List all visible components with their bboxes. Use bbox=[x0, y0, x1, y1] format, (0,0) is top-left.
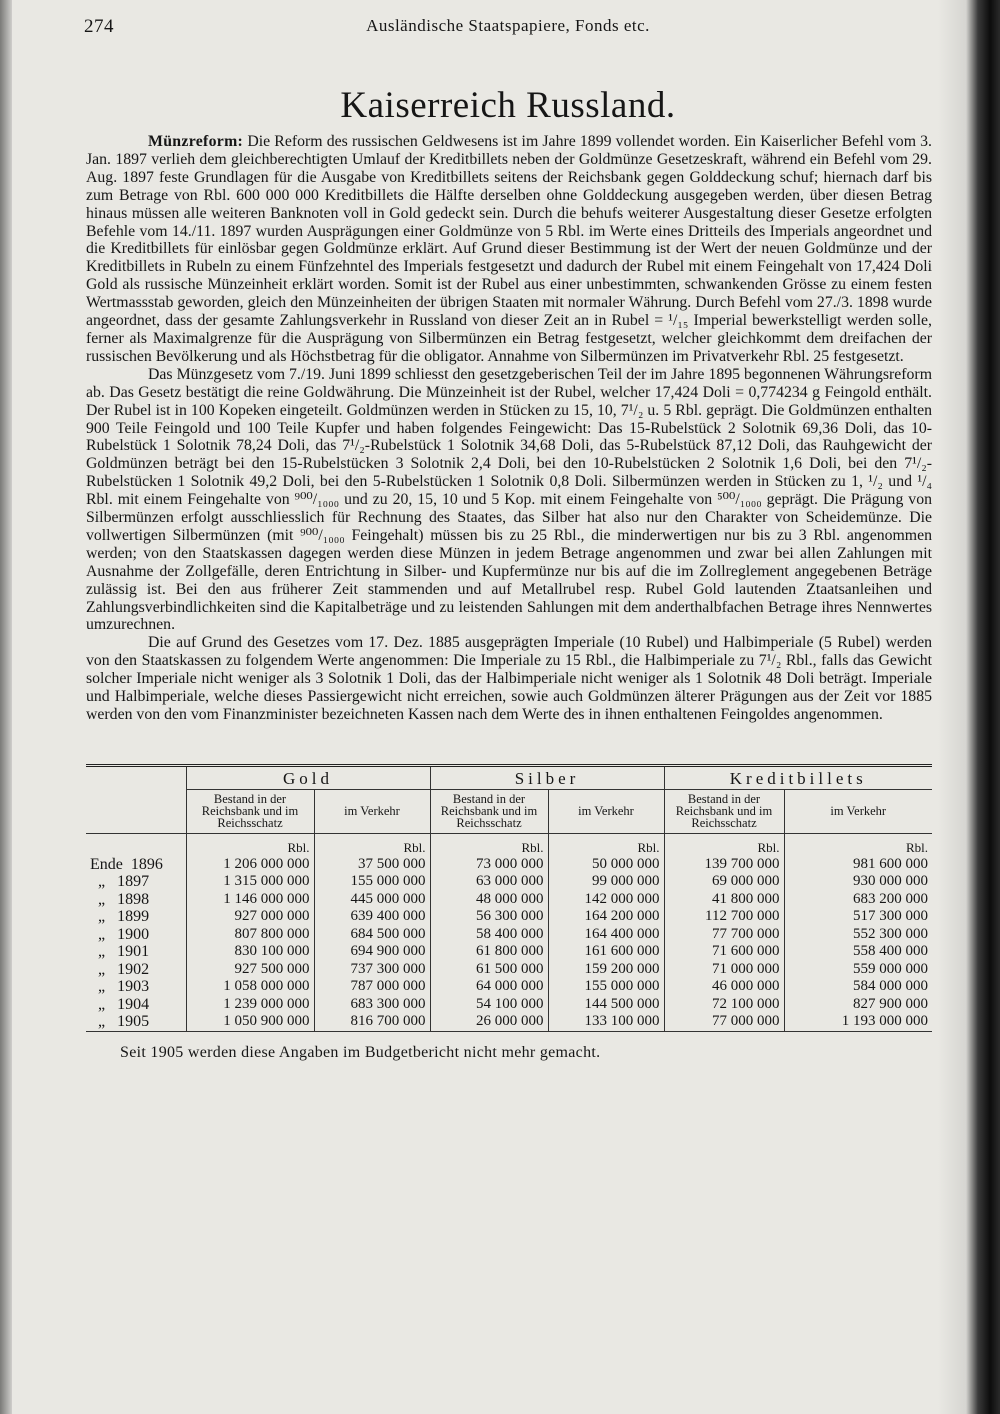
cell-kredit-bestand: 69 000 000 bbox=[664, 873, 784, 891]
col-gold-verkehr: im Verkehr bbox=[314, 789, 430, 833]
page-number: 274 bbox=[84, 16, 114, 37]
cell-kredit-bestand: 46 000 000 bbox=[664, 978, 784, 996]
cell-kredit-verkehr: 981 600 000 bbox=[784, 856, 932, 874]
table-group-header bbox=[86, 765, 932, 789]
cell-silber-verkehr: 164 200 000 bbox=[548, 908, 664, 926]
statistics-table-wrap bbox=[80, 764, 936, 1032]
body-text bbox=[80, 133, 936, 724]
cell-kredit-verkehr: 827 900 000 bbox=[784, 996, 932, 1014]
cell-kredit-bestand: 72 100 000 bbox=[664, 996, 784, 1014]
cell-silber-verkehr: 164 400 000 bbox=[548, 926, 664, 944]
cell-silber-verkehr: 155 000 000 bbox=[548, 978, 664, 996]
cell-kredit-verkehr: 558 400 000 bbox=[784, 943, 932, 961]
row-label: „ 1905 bbox=[86, 1013, 186, 1031]
cell-silber-bestand: 54 100 000 bbox=[430, 996, 548, 1014]
cell-kredit-bestand: 112 700 000 bbox=[664, 908, 784, 926]
cell-silber-verkehr: 99 000 000 bbox=[548, 873, 664, 891]
row-label: „ 1897 bbox=[90, 873, 150, 891]
col-kredit-bestand: Bestand in der Reichsbank und im Reichsschatz bbox=[664, 789, 784, 833]
unit-label: Rbl. bbox=[430, 833, 548, 856]
running-head: Ausländische Staatspapiere, Fonds etc. bbox=[366, 16, 650, 35]
cell-gold-verkehr: 684 500 000 bbox=[314, 926, 430, 944]
document-page bbox=[80, 14, 936, 1062]
table-row bbox=[86, 873, 932, 891]
cell-silber-verkehr: 133 100 000 bbox=[548, 1013, 664, 1031]
cell-silber-verkehr: 159 200 000 bbox=[548, 961, 664, 979]
cell-gold-bestand: 1 239 000 000 bbox=[186, 996, 314, 1014]
cell-gold-bestand: 927 000 000 bbox=[186, 908, 314, 926]
cell-gold-bestand: 807 800 000 bbox=[186, 926, 314, 944]
cell-gold-verkehr: 816 700 000 bbox=[314, 1013, 430, 1031]
cell-gold-verkehr: 639 400 000 bbox=[314, 908, 430, 926]
unit-label: Rbl. bbox=[186, 833, 314, 856]
cell-silber-bestand: 64 000 000 bbox=[430, 978, 548, 996]
cell-silber-verkehr: 161 600 000 bbox=[548, 943, 664, 961]
unit-label: Rbl. bbox=[664, 833, 784, 856]
cell-gold-verkehr: 737 300 000 bbox=[314, 961, 430, 979]
page-title: Kaiserreich Russland. bbox=[340, 85, 676, 126]
cell-kredit-verkehr: 552 300 000 bbox=[784, 926, 932, 944]
cell-silber-bestand: 48 000 000 bbox=[430, 891, 548, 909]
cell-silber-bestand: 61 500 000 bbox=[430, 961, 548, 979]
unit-label: Rbl. bbox=[548, 833, 664, 856]
cell-silber-bestand: 73 000 000 bbox=[430, 856, 548, 874]
page-binding-right bbox=[938, 0, 1000, 1414]
col-silber-verkehr: im Verkehr bbox=[548, 789, 664, 833]
table-row bbox=[86, 996, 932, 1014]
cell-kredit-bestand: 77 700 000 bbox=[664, 926, 784, 944]
cell-gold-verkehr: 694 900 000 bbox=[314, 943, 430, 961]
cell-gold-verkehr: 37 500 000 bbox=[314, 856, 430, 874]
row-label: „ 1899 bbox=[90, 908, 150, 926]
cell-gold-bestand: 830 100 000 bbox=[186, 943, 314, 961]
cell-silber-verkehr: 50 000 000 bbox=[548, 856, 664, 874]
cell-gold-bestand: 1 146 000 000 bbox=[186, 891, 314, 909]
cell-gold-verkehr: 445 000 000 bbox=[314, 891, 430, 909]
table-row bbox=[86, 926, 932, 944]
cell-gold-bestand: 1 315 000 000 bbox=[186, 873, 314, 891]
group-silber: Silber bbox=[430, 765, 664, 789]
cell-silber-bestand: 63 000 000 bbox=[430, 873, 548, 891]
row-label: „ 1901 bbox=[90, 943, 150, 961]
row-label: „ 1898 bbox=[90, 890, 150, 908]
cell-kredit-verkehr: 517 300 000 bbox=[784, 908, 932, 926]
group-kreditbillets: Kreditbillets bbox=[664, 765, 932, 789]
group-gold: Gold bbox=[186, 765, 430, 789]
col-gold-bestand: Bestand in der Reichsbank und im Reichsschatz bbox=[186, 789, 314, 833]
table-row bbox=[86, 891, 932, 909]
cell-kredit-bestand: 71 000 000 bbox=[664, 961, 784, 979]
paragraph-lead: Münzreform: bbox=[148, 133, 244, 150]
cell-kredit-bestand: 41 800 000 bbox=[664, 891, 784, 909]
col-kredit-verkehr: im Verkehr bbox=[784, 789, 932, 833]
cell-silber-bestand: 61 800 000 bbox=[430, 943, 548, 961]
cell-kredit-verkehr: 1 193 000 000 bbox=[784, 1013, 932, 1031]
page-binding-left bbox=[0, 0, 12, 1414]
unit-label: Rbl. bbox=[784, 833, 932, 856]
cell-kredit-verkehr: 584 000 000 bbox=[784, 978, 932, 996]
cell-gold-bestand: 1 050 900 000 bbox=[186, 1013, 314, 1031]
cell-silber-bestand: 58 400 000 bbox=[430, 926, 548, 944]
cell-silber-bestand: 56 300 000 bbox=[430, 908, 548, 926]
paragraph-imperiale: Die auf Grund des Gesetzes vom 17. Dez. 1885 ausgeprägten Imperiale (10 Rubel) und Halbimperiale (5 Rubel) werden von den Staatskassen zu folgendem Werte angenommen: Die Imperiale zu 15 Rbl., die Halbimperiale zu 7¹/₂ Rbl., falls das Gewicht solcher Imperiale nicht weniger als 3 Solotnik 1 Doli, das der Halbimperiale nicht weniger als 1 Solotnik 48 Doli beträgt. Imperiale und Halbimperiale, welche dieses Passiergewicht nicht erreichen, sowie auch Goldmünzen älterer Prägungen aus der Zeit vor 1885 werden von den vom Finanzminister bezeichneten Kassen nach dem Werte des in ihnen enthaltenen Feingoldes angenommen. bbox=[86, 634, 932, 723]
table-unit-row bbox=[86, 833, 932, 856]
table-row bbox=[86, 978, 932, 996]
cell-kredit-verkehr: 559 000 000 bbox=[784, 961, 932, 979]
row-label: „ 1902 bbox=[90, 960, 150, 978]
cell-kredit-verkehr: 683 200 000 bbox=[784, 891, 932, 909]
table-footnote: Seit 1905 werden diese Angaben im Budgetbericht nicht mehr gemacht. bbox=[120, 1043, 601, 1061]
cell-gold-bestand: 927 500 000 bbox=[186, 961, 314, 979]
cell-kredit-bestand: 77 000 000 bbox=[664, 1013, 784, 1031]
row-label: „ 1900 bbox=[90, 925, 150, 943]
cell-silber-bestand: 26 000 000 bbox=[430, 1013, 548, 1031]
cell-gold-bestand: 1 206 000 000 bbox=[186, 856, 314, 874]
table-row bbox=[86, 908, 932, 926]
table-row bbox=[86, 943, 932, 961]
cell-gold-verkehr: 155 000 000 bbox=[314, 873, 430, 891]
cell-kredit-bestand: 71 600 000 bbox=[664, 943, 784, 961]
cell-gold-verkehr: 683 300 000 bbox=[314, 996, 430, 1014]
row-label: „ 1903 bbox=[90, 978, 150, 996]
table-row bbox=[86, 1013, 932, 1031]
row-label: „ 1904 bbox=[90, 995, 150, 1013]
paragraph-text: Die Reform des russischen Geldwesens ist im Jahre 1899 vollendet worden. Ein Kaiserlicher Befehl vom 3. Jan. 1897 verlieh dem gleichberechtigten Umlauf der Kreditbillets neben der Goldmünze Gesetzeskraft, während ein Befehl vom 29. Aug. 1897 feste Grundlagen für die Ausgabe von Kreditbillets seitens der Reichsbank gegen Golddeckung schuf; hiernach darf bis zum Betrage von Rbl. 600 000 000 Kreditbillets die Hälfte derselben ohne Golddeckung ausgegeben werden, über diesen Betrag hinaus müssen alle weiteren Banknoten voll in Gold gedeckt sein. Durch die behufs weiterer Ausgestaltung dieser Gesetze erfolgten Befehle vom 14./11. 1897 wurden Ausprägungen einer Goldmünze von 5 Rbl. im Werte eines Dritteils des Imperials angeordnet und die Kreditbillets für einlösbar gegen Goldmünze erklärt. Auf Grund dieser Bestimmung ist der Wert der neuen Goldmünze und der Kreditbillets in Rubeln zu einem Fünfzehntel des Imperials festgesetzt und dadurch der Rubel mit einem Feingehalt von 17,424 Doli Gold als russische Münzeinheit erklärt worden. Somit ist der Rubel aus einer unbestimmten, schwankenden Grösse zu einem festen Wertmassstab geworden, gleich den Münzeinheiten der übrigen Staaten mit normaler Währung. Durch Befehl vom 27./3. 1898 wurde angeordnet, dass der gesamte Zahlungsverkehr in Russland von dieser Zeit an in Rubel = ¹/₁₅ Imperial bewerkstelligt werden solle, ferner als Maximalgrenze für die Ausprägung von Silbermünzen ein Betrag festgesetzt, welcher gleichkommt dem dreifachen der russischen Bevölkerung und als Höchstbetrag für die obligator. Annahme von Silbermünzen im Privatverkehr Rbl. 25 festgesetzt. bbox=[86, 133, 933, 365]
statistics-table bbox=[86, 764, 932, 1032]
table-row bbox=[86, 961, 932, 979]
table-row bbox=[86, 856, 932, 874]
cell-silber-verkehr: 144 500 000 bbox=[548, 996, 664, 1014]
row-label: Ende 1896 bbox=[90, 855, 163, 873]
table-sub-header bbox=[86, 789, 932, 833]
cell-kredit-verkehr: 930 000 000 bbox=[784, 873, 932, 891]
col-silber-bestand: Bestand in der Reichsbank und im Reichsschatz bbox=[430, 789, 548, 833]
paragraph-muenzgesetz: Das Münzgesetz vom 7./19. Juni 1899 schliesst den gesetzgeberischen Teil der im Jahre 1895 begonnenen Währungsreform ab. Das Gesetz bestätigt die reine Goldwährung. Die Münzeinheit ist der Rubel, welcher 17,424 Doli = 0,774234 g Feingold enthält. Der Rubel ist in 100 Kopeken eingeteilt. Goldmünzen werden in Stücken zu 15, 10, 7¹/₂ u. 5 Rbl. geprägt. Die Goldmünzen enthalten 900 Teile Feingold und 100 Teile Kupfer und haben folgendes Feingewicht: Das 15-Rubelstück 2 Solotnik 69,36 Doli, das 10-Rubelstück 1 Solotnik 78,24 Doli, das 7¹/₂-Rubelstück 1 Solotnik 34,68 Doli, das 5-Rubelstück 87,12 Doli, das Rauhgewicht der Goldmünzen beträgt bei den 15-Rubelstücken 3 Solotnik 2,4 Doli, bei den 10-Rubelstücken 2 Solotnik 1,6 Doli, bei den 7¹/₂-Rubelstücken 1 Solotnik 49,2 Doli, bei den 5-Rubelstücken 1 Solotnik 0,8 Doli. Silbermünzen werden in Stücken zu 1, ¹/₂ und ¹/₄ Rbl. mit einem Feingehalte von ⁹⁰⁰/₁₀₀₀ und zu 20, 15, 10 und 5 Kop. mit einem Feingehalte von ⁵⁰⁰/₁₀₀₀ geprägt. Die Prägung von Silbermünzen erfolgt ausschliesslich für Rechnung des Staates, das Silber hat also nur den Charakter von Scheidemünze. Die vollwertigen Silbermünzen (mit ⁹⁰⁰/₁₀₀₀ Feingehalt) müssen bis zu 25 Rbl., die minderwertigen nur bis zu 3 Rbl. angenommen werden; von den Staatskassen dagegen werden diese Münzen in jedem Betrage angenommen und zwar bei allen Zahlungen mit Ausnahme der Zollgefälle, deren Entrichtung in Silber- und Kupfermünze nur bis auf die im Zollreglement angegebenen Beträge zulässig ist. Bei den aus früherer Zeit stammenden und auf Metallrubel resp. Rubel Gold lautenden Ztaatsanleihen und Zahlungsverbindlichkeiten sind die Kapitalbeträge und zu leistenden Sahlungen mit dem anderthalbfachen Betrage ihres Nennwertes umzurechnen. bbox=[86, 365, 932, 634]
unit-label: Rbl. bbox=[314, 833, 430, 856]
paragraph-muenzreform bbox=[86, 133, 932, 366]
cell-gold-bestand: 1 058 000 000 bbox=[186, 978, 314, 996]
cell-kredit-bestand: 139 700 000 bbox=[664, 856, 784, 874]
page-header bbox=[80, 14, 936, 44]
cell-silber-verkehr: 142 000 000 bbox=[548, 891, 664, 909]
cell-gold-verkehr: 787 000 000 bbox=[314, 978, 430, 996]
